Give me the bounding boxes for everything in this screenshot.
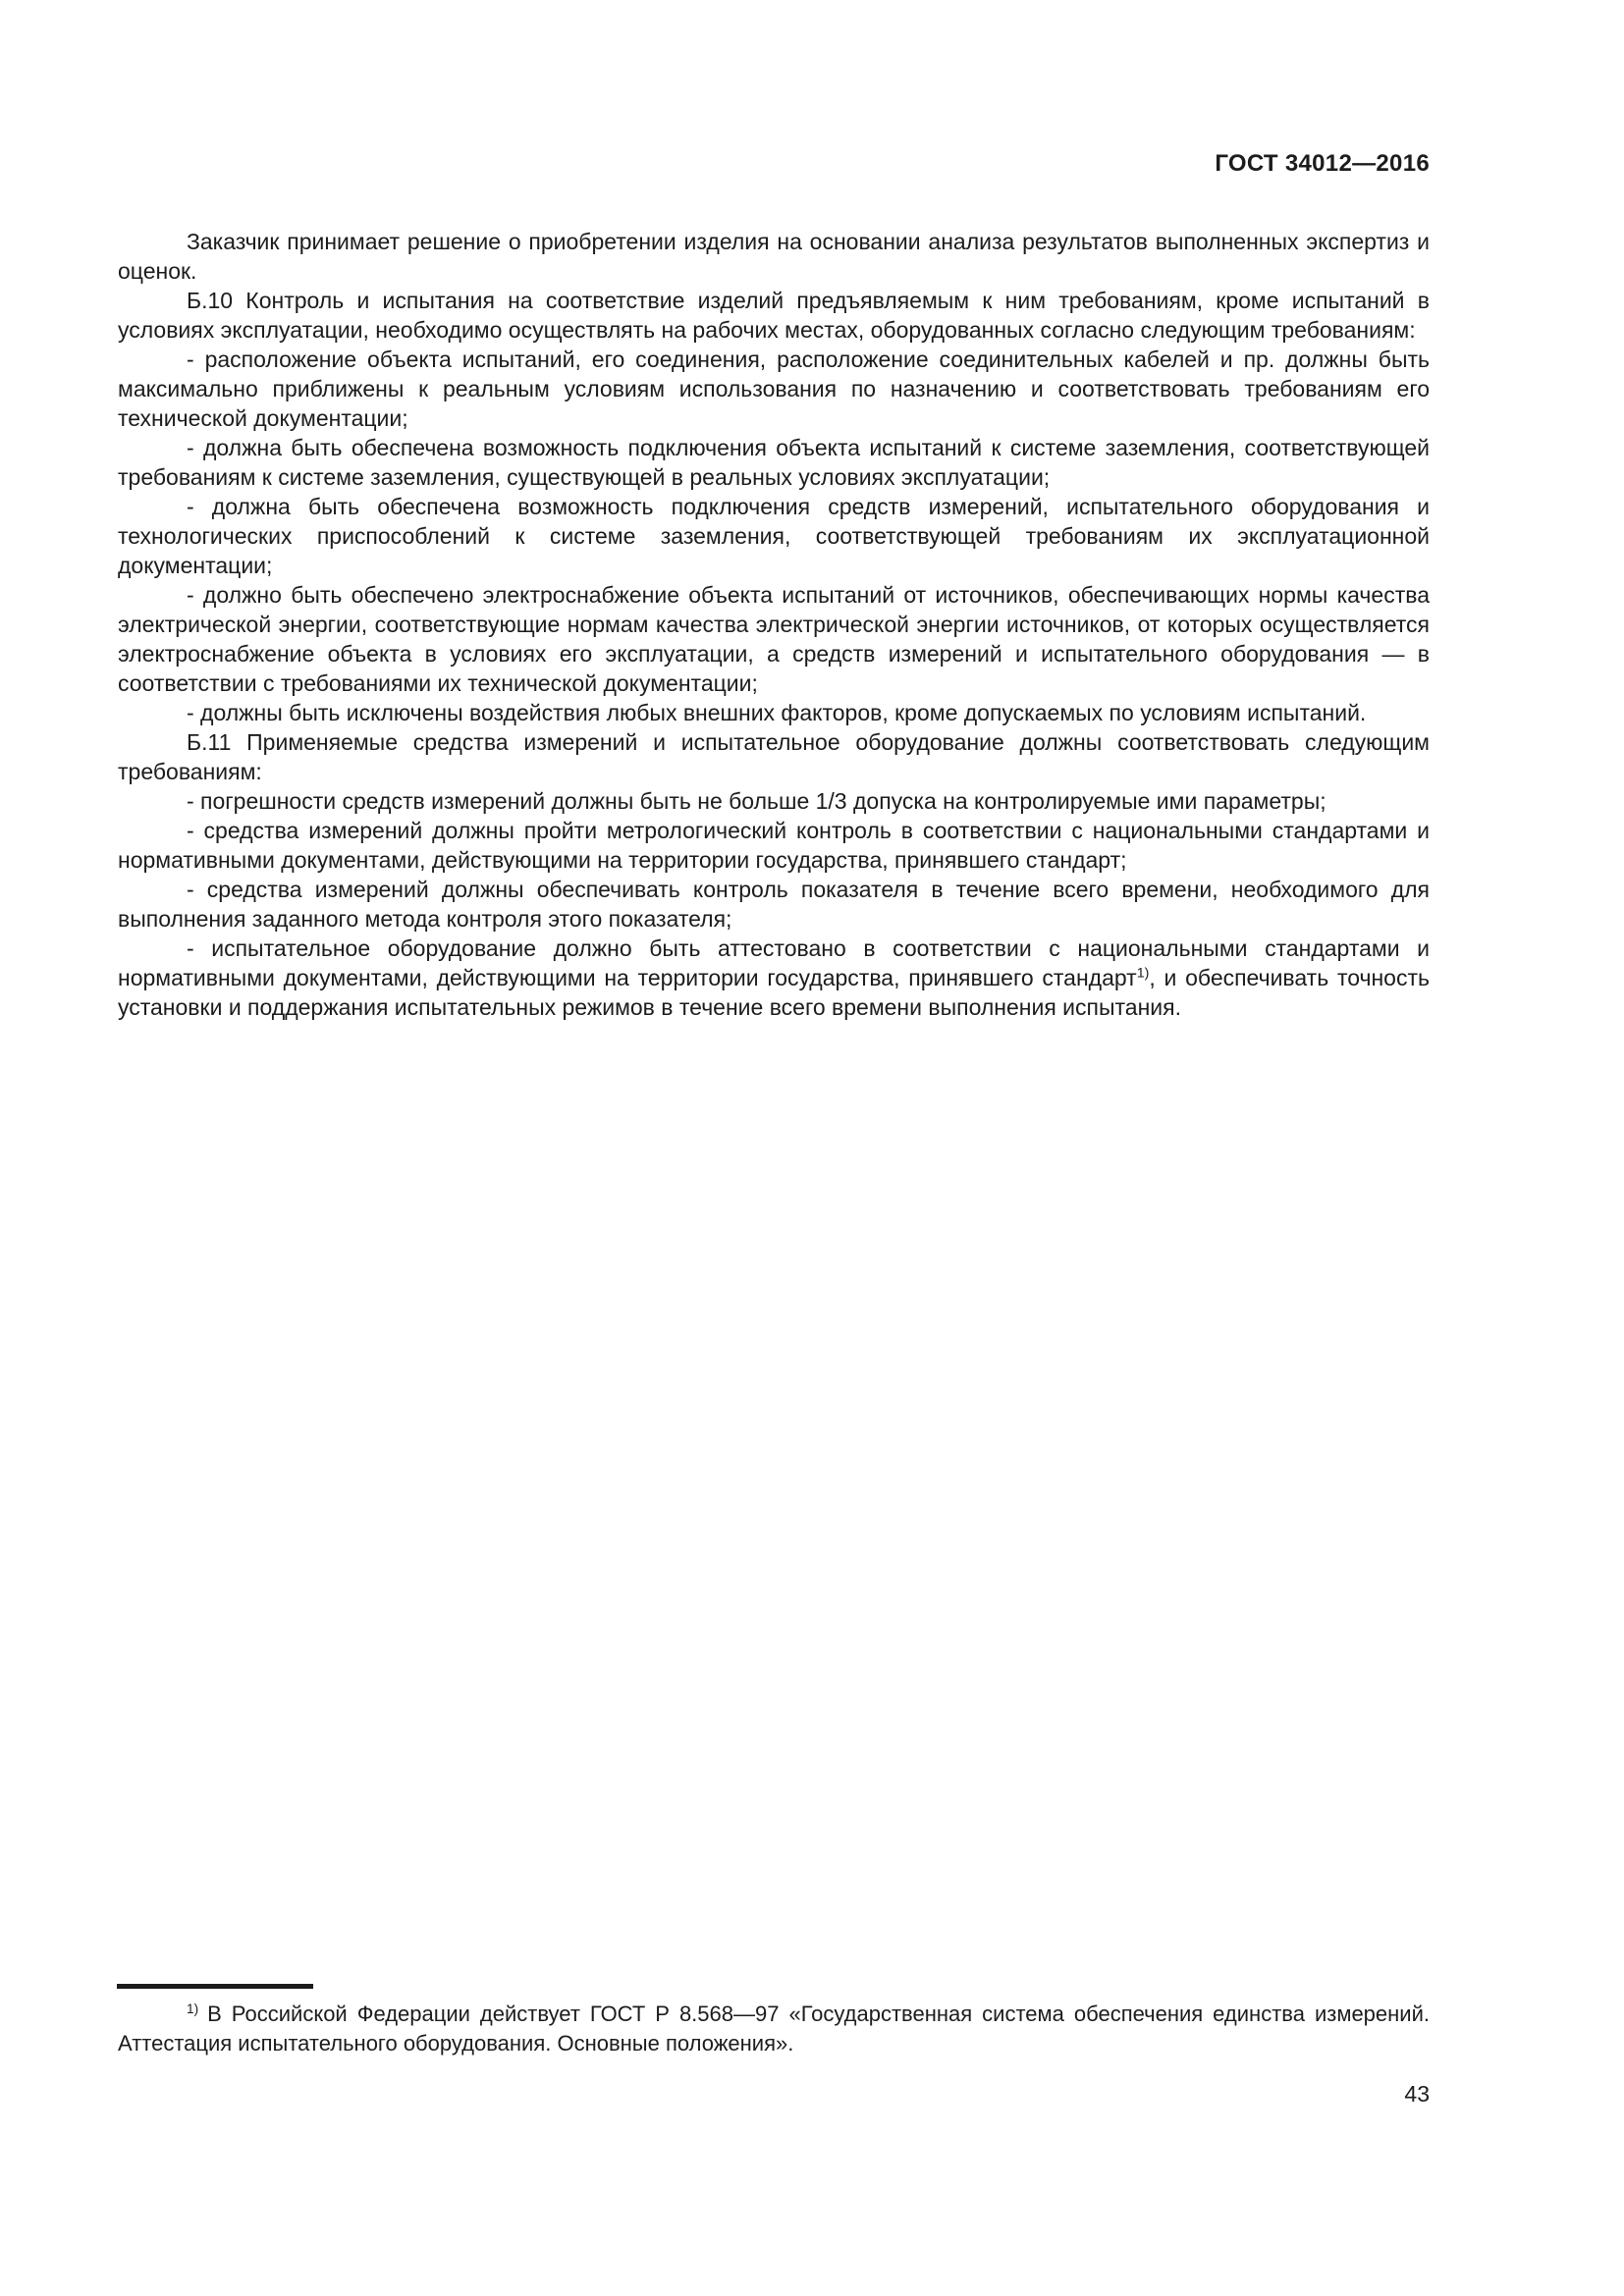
list-item-placement: - расположение объекта испытаний, его соединения, расположение соединительных кабелей и пр. должны быть максимально приближены к реальным условиям использования по назначению и соответствовать требованиям его технической документации; — [118, 347, 1430, 431]
footnote-reference-mark: 1) — [1136, 965, 1150, 982]
list-item-grounding-instruments: - должна быть обеспечена возможность подключения средств измерений, испытательного оборудования и технологических приспособлений к системе заземления, соответствующей требованиям их эксплуатационной документации; — [118, 494, 1430, 578]
page-number: 43 — [1404, 2081, 1430, 2107]
list-item-external-factors: - должны быть исключены воздействия любых внешних факторов, кроме допускаемых по условиям испытаний. — [187, 700, 1367, 725]
paragraph-text: - испытательное оборудование должно быть аттестовано в соответствии с национальными стандартами и нормативными документами, действующими на территории государства, принявшего стандарт — [118, 935, 1430, 990]
document-body — [118, 227, 1430, 1022]
list-item-grounding-object: - должна быть обеспечена возможность подключения объекта испытаний к системе заземления, соответствующей требованиям к системе заземления, существующей в реальных условиях эксплуатации; — [118, 435, 1430, 490]
footnote-body: В Российской Федерации действует ГОСТ Р 8.568—97 «Государственная система обеспечения единства измерений. Аттестация испытательного оборудования. Основные положения». — [118, 2002, 1430, 2056]
footnote-text — [118, 2000, 1430, 2058]
footnote-divider — [117, 1984, 313, 1989]
list-item-accuracy: - погрешности средств измерений должны быть не больше 1/3 допуска на контролируемые ими параметры; — [187, 788, 1326, 814]
paragraph-intro: Заказчик принимает решение о приобретении изделия на основании анализа результатов выполненных экспертиз и оценок. — [118, 229, 1430, 284]
paragraph-b10: Б.10 Контроль и испытания на соответствие изделий предъявляемым к ним требованиям, кроме испытаний в условиях эксплуатации, необходимо осуществлять на рабочих местах, оборудованных согласно следующим требованиям: — [118, 288, 1430, 343]
paragraph-b11: Б.11 Применяемые средства измерений и испытательное оборудование должны соответствовать следующим требованиям: — [118, 729, 1430, 784]
doc-code-header: ГОСТ 34012—2016 — [1215, 150, 1430, 177]
list-item-equipment-attestation — [118, 934, 1430, 1022]
list-item-power-supply: - должно быть обеспечено электроснабжение объекта испытаний от источников, обеспечивающих нормы качества электрической энергии, соответствующие нормам качества электрической энергии источников, от которых осуществляется электроснабжение объекта в условиях его эксплуатации, а средств измерений и испытательного оборудования — в соответствии с требованиями их технической документации; — [118, 582, 1430, 696]
footnote-marker: 1) — [187, 2001, 199, 2016]
list-item-metrological-control: - средства измерений должны пройти метрологический контроль в соответствии с национальными стандартами и нормативными документами, действующими на территории государства, принявшего стандарт; — [118, 818, 1430, 873]
footnote — [118, 2000, 1430, 2058]
list-item-monitoring-duration: - средства измерений должны обеспечивать контроль показателя в течение всего времени, необходимого для выполнения заданного метода контроля этого показателя; — [118, 877, 1430, 932]
paragraph-text: , и обеспечивать точность установки и поддержания испытательных режимов в течение всего времени выполнения испытания. — [118, 965, 1430, 1020]
